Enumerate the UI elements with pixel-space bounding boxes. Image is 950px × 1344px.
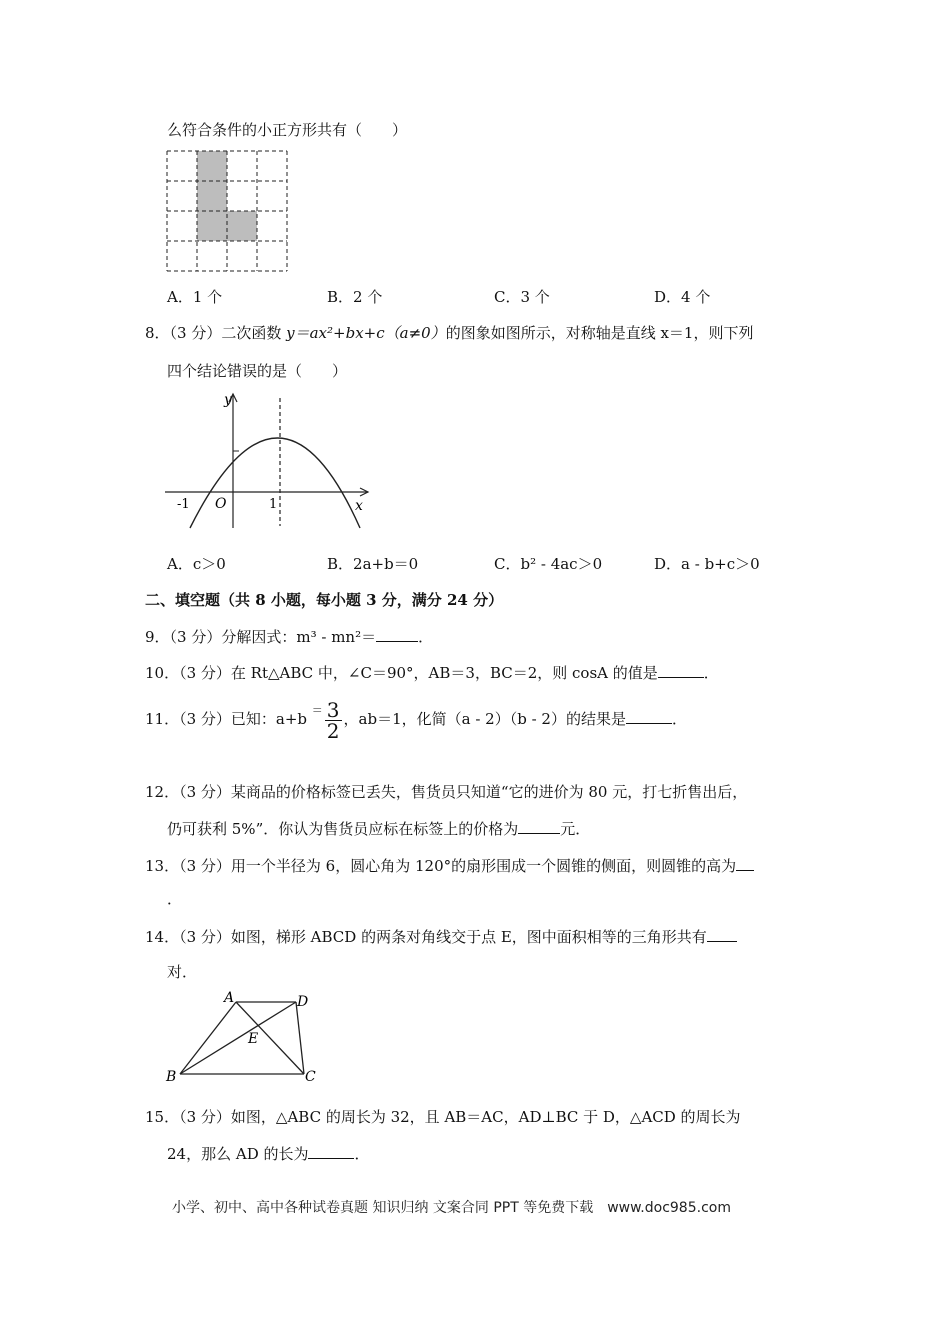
q8-parabola-graph [160,388,375,538]
q11-number: 11． [145,710,180,728]
q12-end: 元． [560,820,591,838]
q9-text: （3 分）分解因式：m³ - mn²＝ [169,628,377,646]
q8-line2: 四个结论错误的是（ ） [167,362,348,380]
q10 [145,662,719,683]
page-footer: 小学、初中、高中各种试卷真题 知识归纳 文案合同 PPT 等免费下载 www.doc985.com [172,1200,731,1216]
y-label: y [224,392,232,408]
vertex-label-b: B [166,1069,177,1084]
vertex-label-a: A [224,990,235,1006]
vertex-label-c: C [305,1069,316,1084]
q15-text: （3 分）如图，△ABC 的周长为 32，且 AB＝AC，AD⊥BC 于 D，△ACD 的周长为 [179,1108,741,1126]
answer-blank [518,818,560,834]
q8-line1 [145,323,753,343]
q14-text: （3 分）如图，梯形 ABCD 的两条对角线交于点 E，图中面积相等的三角形共有 [179,928,707,946]
q9 [145,626,433,647]
q14-line1 [145,926,737,947]
answer-blank [308,1143,354,1159]
q8-text: 二次函数 [221,324,287,342]
tick-label-neg1: -1 [177,497,190,512]
q11-equals: ＝ [311,704,323,717]
q8-option-c: C．b² - 4ac＞0 [494,555,603,573]
x-label: x [355,498,363,514]
q11 [145,696,687,741]
q12-line1 [145,782,747,802]
fraction-numerator: 3 [326,697,340,722]
q8-option-d: D．a - b+c＞0 [654,555,760,573]
q10-text: （3 分）在 Rt△ABC 中，∠C＝90°，AB＝3，BC＝2，则 cosA 的值是 [179,664,658,682]
q7-option-a: A．1 个 [167,288,223,306]
parabola-curve [190,438,360,528]
q8-formula: y＝ax²+bx+c（a≠0） [286,324,446,342]
q8-option-a: A．c＞0 [167,555,226,573]
section-heading: 二、填空题（共 8 小题，每小题 3 分，满分 24 分） [145,591,504,609]
vertex-label-d: D [297,994,309,1010]
q15-line2 [167,1143,370,1164]
q7-option-b: B．2 个 [327,288,383,306]
q7-grid-figure [166,150,290,274]
q14-number: 14． [145,928,180,946]
q7-option-d: D．4 个 [654,288,711,306]
q8-text-cont: 的图象如图所示，对称轴是直线 x＝1，则下列 [445,324,754,342]
q9-number: 9． [145,628,170,646]
origin-label: O [215,496,227,512]
q8-option-b: B．2a+b＝0 [327,555,419,573]
q13-line1 [145,855,754,876]
q14-line2: 对． [167,963,198,981]
q14-trapezoid-figure [162,988,327,1084]
answer-blank [707,926,737,942]
answer-blank [658,662,704,678]
q15-number: 15． [145,1108,180,1126]
answer-blank [736,855,754,871]
answer-blank [626,708,672,724]
q12-line2 [167,818,590,839]
q13-text: （3 分）用一个半径为 6，圆心角为 120°的扇形围成一个圆锥的侧面，则圆锥的高为 [179,857,737,875]
q13-number: 13． [145,857,180,875]
fraction-denominator: 2 [326,718,340,743]
q8-score: （3 分） [169,324,222,342]
q11-text: （3 分）已知：a+b [179,710,312,728]
q12-text: （3 分）某商品的价格标签已丢失，售货员只知道“它的进价为 80 元，打七折售出后， [179,783,748,801]
q15-end: ． [354,1145,370,1163]
q7-option-c: C．3 个 [494,288,550,306]
q10-number: 10． [145,664,180,682]
point-label-e: E [248,1031,259,1047]
q11-end: ． [671,710,687,728]
q7-text: 么符合条件的小正方形共有（ ） [167,121,408,139]
q15-line1 [145,1107,741,1127]
answer-blank [376,626,418,642]
q9-end: ． [418,628,434,646]
q12-text-cont: 仍可获利 5%”．你认为售货员应标在标签上的价格为 [167,820,519,838]
tick-label-1: 1 [269,497,278,512]
q8-number: 8． [145,324,170,342]
q13-line2: ． [167,890,183,908]
q11-text-cont: ，ab＝1，化简（a - 2）（b - 2）的结果是 [343,710,626,728]
q10-end: ． [703,664,719,682]
q11-fraction [325,697,342,743]
q15-text-cont: 24，那么 AD 的长为 [167,1145,309,1163]
q12-number: 12． [145,783,180,801]
